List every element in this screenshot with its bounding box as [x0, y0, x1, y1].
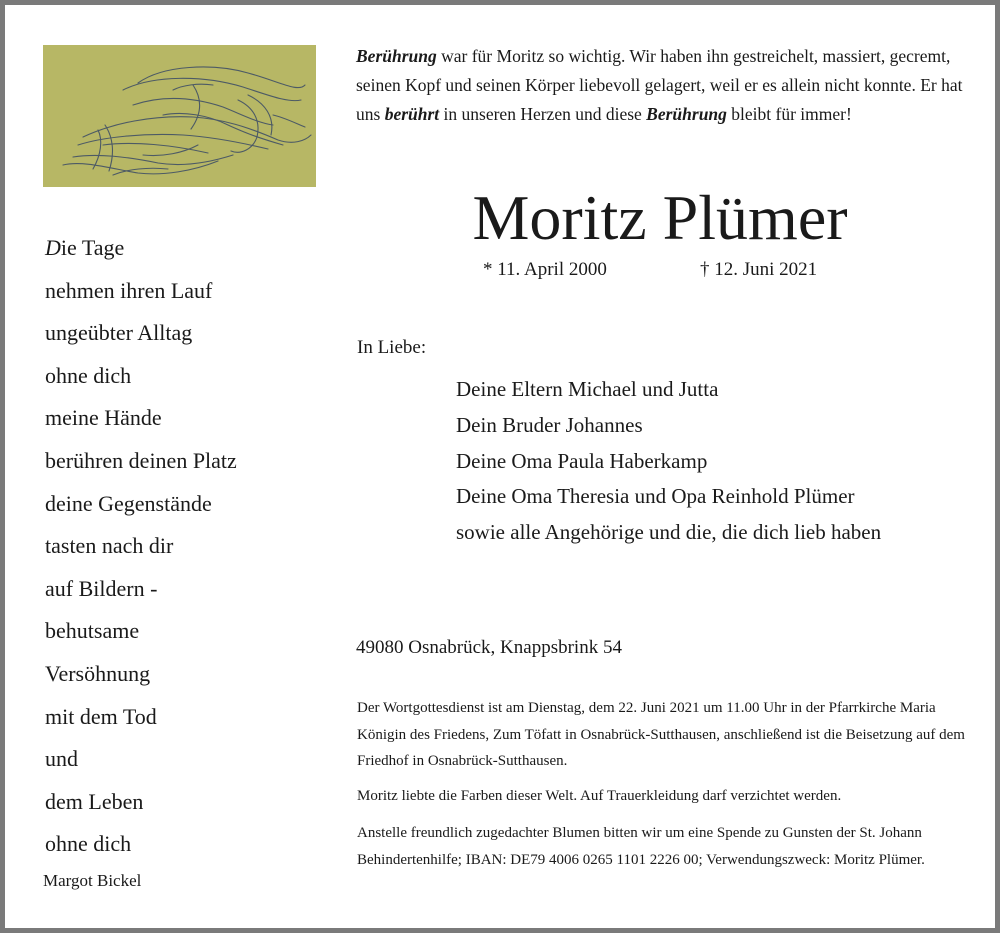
donation-notice: Anstelle freundlich zugedachter Blumen bitten wir um eine Spende zu Gunsten der St. Johann Behindertenhilfe; IBAN: DE79 4006 0265 1101 2226 00; Verwendungszweck: Moritz Plümer.: [357, 825, 925, 868]
family-address: 49080 Osnabrück, Knappsbrink 54: [356, 637, 622, 658]
birth-date: * 11. April 2000: [483, 259, 607, 280]
poem-author: Margot Bickel: [43, 871, 142, 890]
angel-sketch-icon: [43, 45, 316, 187]
poem-line: ohne dich: [45, 831, 132, 857]
poem-line: ungeübter Alltag: [45, 320, 193, 346]
clothing-notice: Moritz liebte die Farben dieser Welt. Auf Trauerkleidung darf verzichtet werden.: [357, 788, 842, 804]
mourners-list: [456, 372, 881, 551]
poem-initial: D: [45, 235, 61, 260]
mourner-line: Deine Oma Paula Haberkamp: [456, 448, 708, 473]
deceased-name: Moritz Plümer: [472, 182, 848, 253]
mourner-line: Deine Oma Theresia und Opa Reinhold Plümer: [456, 484, 855, 509]
poem-line: Versöhnung: [45, 660, 151, 686]
mourner-line: Dein Bruder Johannes: [456, 412, 643, 437]
mourners-heading: In Liebe:: [357, 337, 427, 358]
poem-line: und: [45, 746, 78, 772]
mourner-line: Deine Eltern Michael und Jutta: [456, 377, 719, 401]
poem-line: berühren deinen Platz: [45, 447, 237, 473]
mourner-line: sowie alle Angehörige und die, die dich lieb haben: [456, 520, 882, 545]
service-notice: Der Wortgottesdienst ist am Dienstag, dem 22. Juni 2021 um 11.00 Uhr in der Pfarrkirche Maria Königin des Friedens, Zum Töfatt in Osnabrück-Sutthausen, anschließend ist die Beisetzung auf dem Friedhof in Osnabrück-Sutthausen.: [357, 700, 965, 769]
angel-sketch-image: [43, 45, 316, 187]
death-date: † 12. Juni 2021: [700, 259, 818, 280]
poem-line: Die Tage: [45, 235, 125, 260]
poem-line: behutsame: [45, 618, 140, 644]
poem-line: tasten nach dir: [45, 533, 174, 559]
poem-line: deine Gegenstände: [45, 490, 212, 516]
poem-line: auf Bildern -: [45, 575, 158, 601]
poem-line: mit dem Tod: [45, 703, 157, 729]
poem-line: nehmen ihren Lauf: [45, 277, 213, 303]
intro-text: Berührung war für Moritz so wichtig. Wir haben ihn gestreichelt, massiert, gecremt, seinen Kopf und seinen Körper liebevoll gelagert, weil er es allein nicht konnte. Er hat uns berührt in unseren Herzen und diese Berührung bleibt für immer!: [356, 46, 963, 124]
poem-line: meine Hände: [45, 405, 162, 431]
poem: [45, 230, 325, 869]
poem-line: dem Leben: [45, 788, 144, 814]
poem-line: ohne dich: [45, 362, 132, 388]
